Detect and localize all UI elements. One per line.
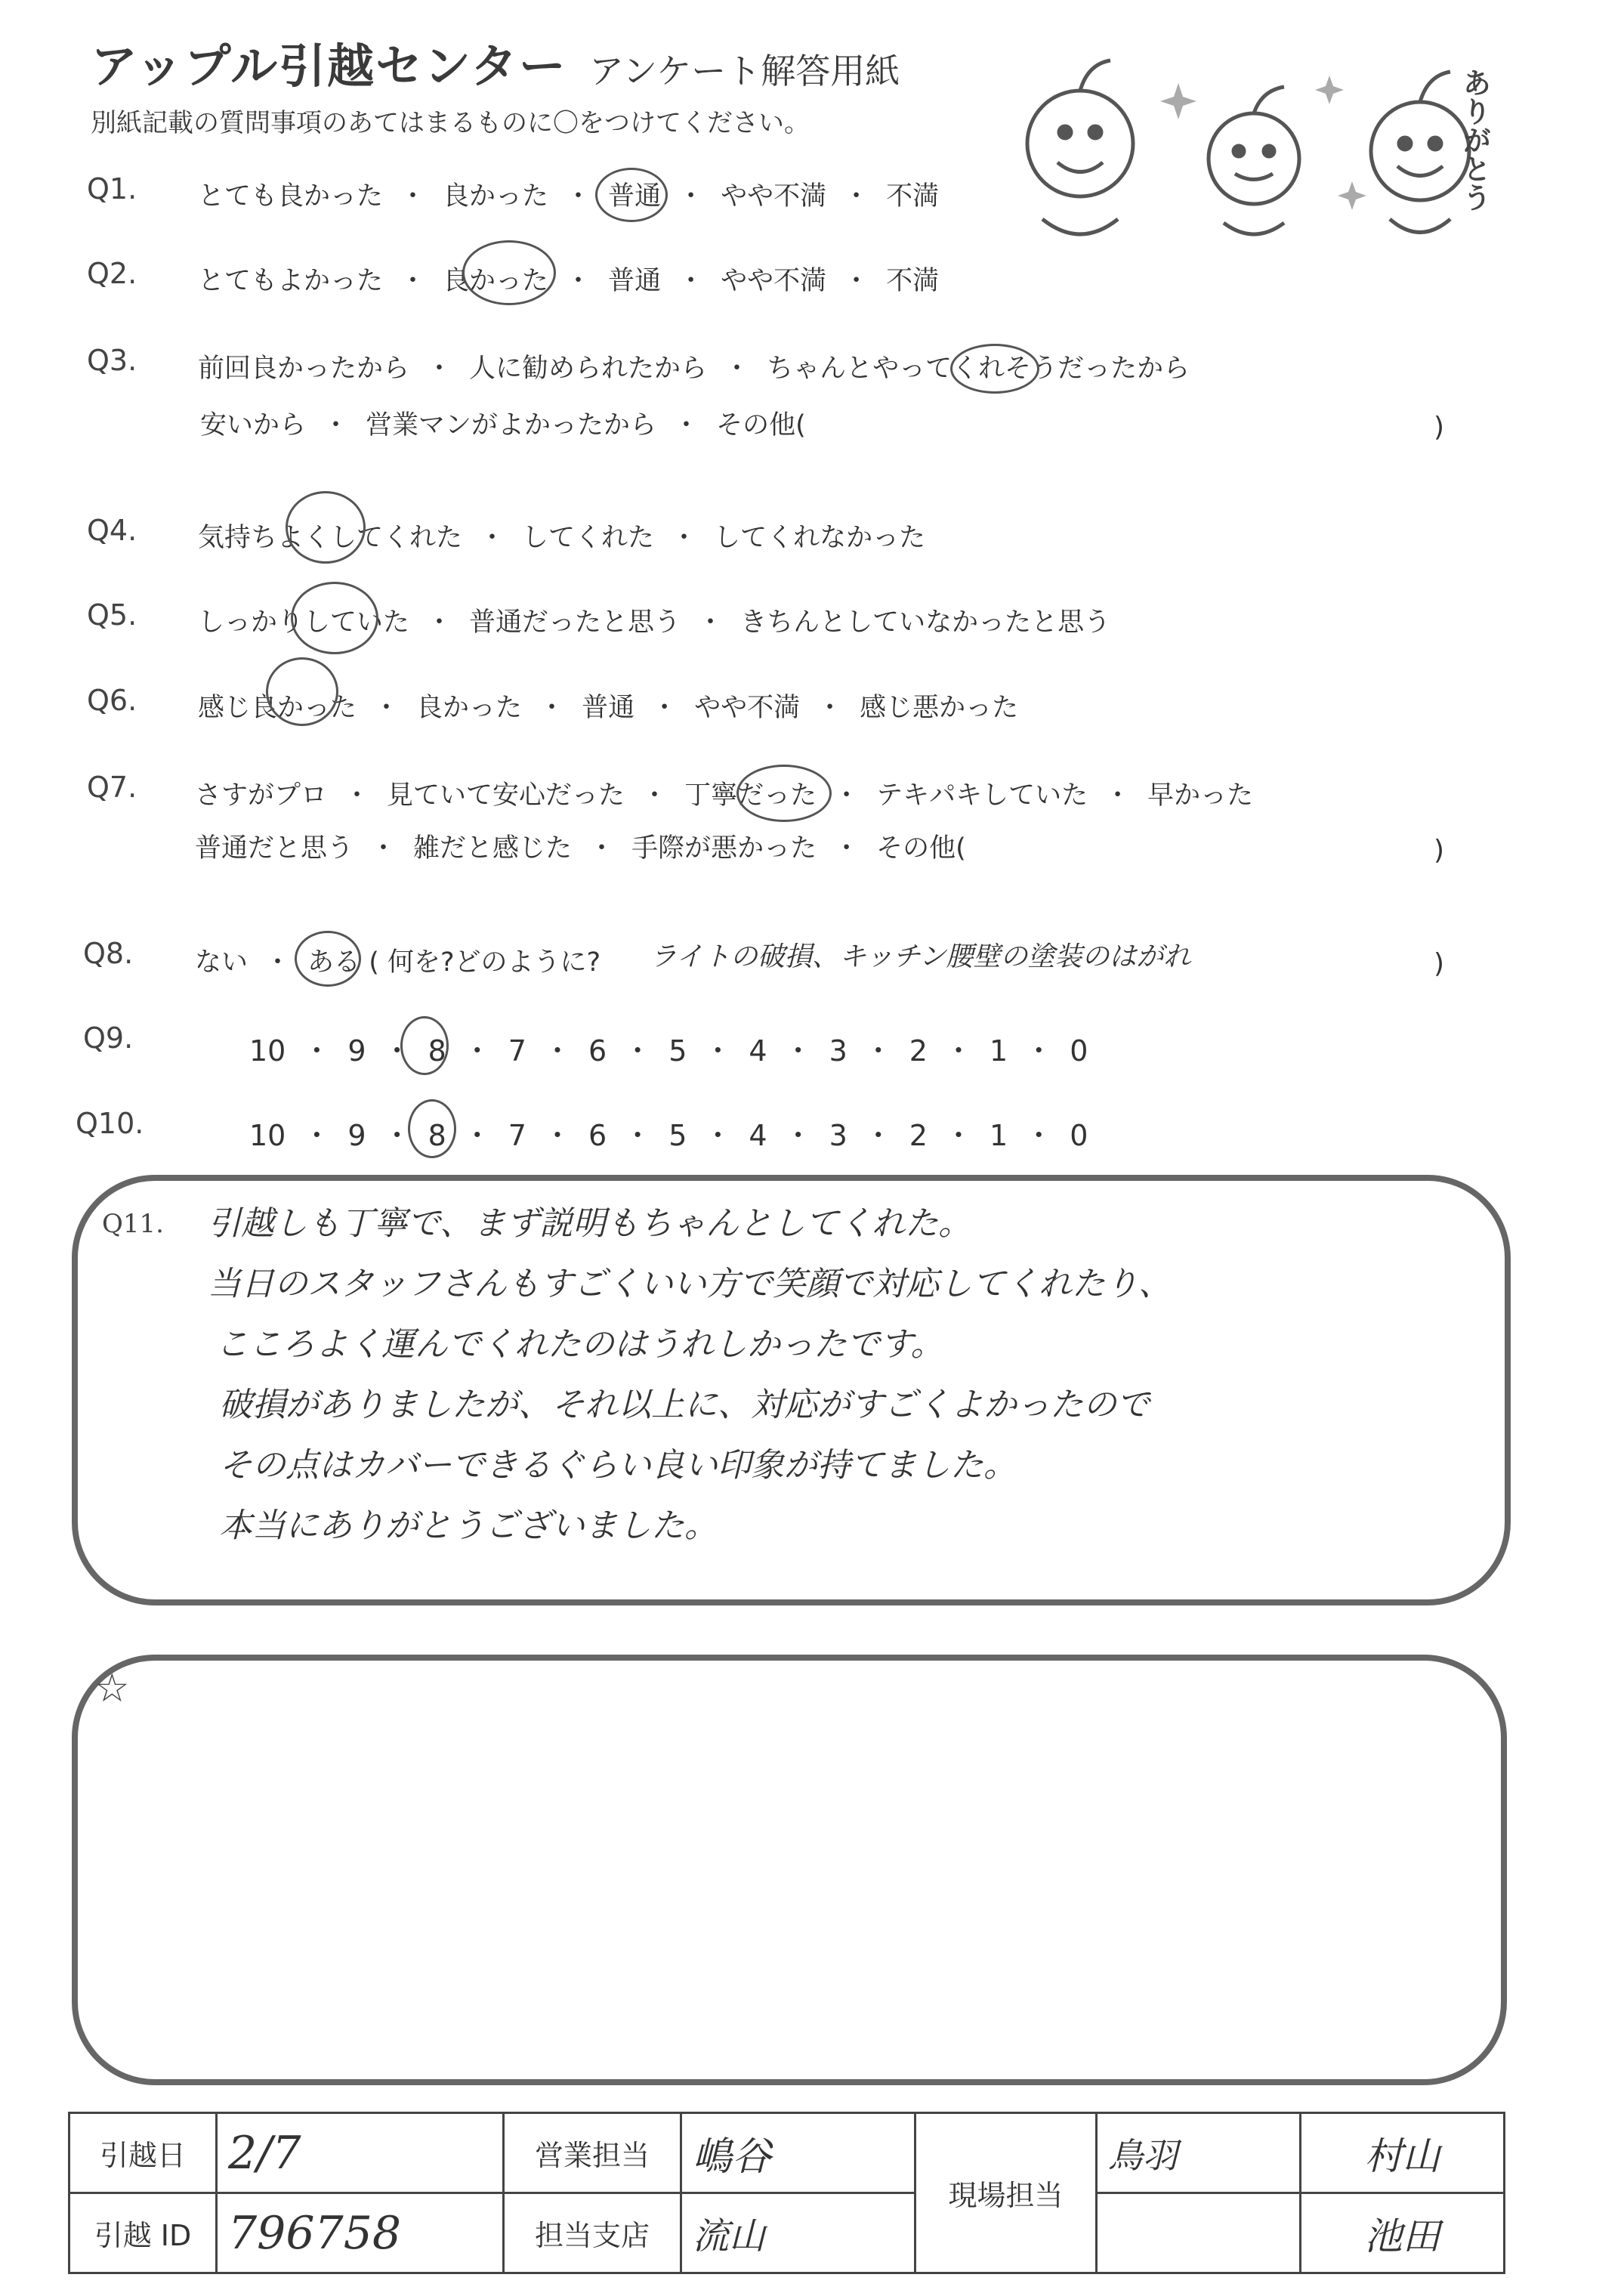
q6-option[interactable]: やや不満 [694,693,801,723]
q10-selected-circle [408,1099,456,1158]
q10-label: Q10. [76,1107,144,1140]
q3-label: Q3. [87,344,137,377]
q4-options: 気持ちよくしてくれた ・ してくれた ・ してくれなかった [198,523,926,553]
q7-option[interactable]: テキパキしていた [876,780,1088,811]
q8-selected-circle [295,931,361,987]
q10-score[interactable]: 5 [668,1119,687,1152]
q9-score[interactable]: 7 [508,1034,526,1068]
q5-option[interactable]: きちんとしていなかったと思う [740,607,1111,638]
q3-options-line1: 前回良かったから ・ 人に勧められたから ・ ちゃんとやってくれそうだったから [198,354,1190,384]
q8-option[interactable]: ない [195,947,249,978]
q1-selected-circle [595,168,668,222]
q11-label: Q11. [102,1209,164,1239]
q9-score[interactable]: 8 [428,1034,446,1068]
q7-selected-circle [736,765,832,822]
q8-handwritten-answer: ライトの破損、キッチン腰壁の塗装のはがれ [650,941,1191,972]
q1-label: Q1. [87,172,137,206]
q3-option[interactable]: その他( [716,410,806,440]
q8-prompt: ( 何を?どのように? [369,947,601,978]
q2-label: Q2. [87,257,137,290]
instructions: 別紙記載の質問事項のあてはまるものに〇をつけてください。 [91,108,810,138]
q10-scale: 10 ・ 9 ・ 8 ・ 7 ・ 6 ・ 5 ・ 4 ・ 3 ・ 2 ・ 1 ・ 0 [249,1119,1088,1152]
q8-close-paren: ) [1434,948,1445,979]
q11-line: 破損がありましたが、それ以上に、対応がすごくよかったので [219,1386,1150,1424]
form-title: アンケート解答用紙 [589,51,900,91]
q7-options-line1: さすがプロ ・ 見ていて安心だった ・ 丁寧だった ・ テキパキしていた ・ 早かった [195,780,1254,811]
q10-score[interactable]: 3 [829,1119,848,1152]
q9-score[interactable]: 5 [668,1034,687,1068]
q3-selected-circle [950,344,1039,394]
site-staff-label: 現場担当 [915,2113,1097,2273]
star-icon: ☆ [94,1666,130,1711]
q5-selected-circle [291,582,378,654]
footer-info-table [68,2112,1505,2274]
q7-option[interactable]: 丁寧だった [684,780,817,811]
q6-option[interactable]: 良かった [416,693,523,723]
q7-option[interactable]: 雑だと感じた [413,833,573,864]
move-id-label: 引越 ID [69,2193,217,2273]
q2-selected-circle [462,240,556,305]
site-staff-value[interactable]: 池田 [1301,2193,1505,2273]
q5-option[interactable]: 普通だったと思う [469,607,681,638]
q11-line: その点はカバーできるぐらい良い印象が持てました。 [219,1446,1017,1485]
q9-selected-circle [400,1016,449,1075]
q7-option[interactable]: 早かった [1147,780,1254,811]
move-id-value[interactable]: 796758 [217,2193,504,2273]
q3-option[interactable]: 人に勧められたから [469,354,708,384]
q11-line: 当日のスタッフさんもすごくいい方で笑顔で対応してくれたり、 [208,1265,1172,1303]
q3-option[interactable]: ちゃんとやってくれそうだったから [767,354,1190,384]
q7-option[interactable]: 普通だと思う [195,833,354,864]
site-staff-value[interactable]: 村山 [1301,2113,1505,2193]
q1-option[interactable]: 不満 [886,181,940,212]
q3-options-line2: 安いから ・ 営業マンがよかったから ・ その他( [200,410,806,440]
q7-option[interactable]: さすがプロ [195,780,328,811]
q9-score[interactable]: 4 [749,1034,767,1068]
q2-option[interactable]: 不満 [886,266,940,296]
q9-score[interactable]: 1 [990,1034,1008,1068]
q7-close-paren: ) [1434,835,1445,866]
q9-scale: 10 ・ 9 ・ 8 ・ 7 ・ 6 ・ 5 ・ 4 ・ 3 ・ 2 ・ 1 ・ 0 [249,1034,1088,1068]
q3-option[interactable]: 安いから [200,410,307,440]
q6-label: Q6. [87,684,137,717]
site-staff-value[interactable]: 鳥羽 [1097,2113,1301,2193]
q2-option[interactable]: 普通 [608,266,662,296]
q2-option[interactable]: 良かった [443,266,549,296]
mascot-thanks-text: ありがとう [1458,68,1492,212]
q2-option[interactable]: やや不満 [721,266,827,296]
q9-label: Q9. [83,1021,134,1055]
q4-selected-circle [286,491,366,564]
q10-score[interactable]: 4 [749,1119,767,1152]
sales-label: 営業担当 [504,2113,681,2193]
q4-option[interactable]: してくれなかった [714,523,926,553]
star-comment-box[interactable] [72,1655,1507,2085]
q7-options-line2: 普通だと思う ・ 雑だと感じた ・ 手際が悪かった ・ その他( [195,833,966,864]
q6-selected-circle [266,657,338,726]
q11-line: こころよく運んでくれたのはうれしかったです。 [215,1325,944,1364]
q9-score[interactable]: 3 [829,1034,848,1068]
q4-option[interactable]: してくれた [522,523,655,553]
q8-option[interactable]: ある [307,947,361,978]
q4-option[interactable]: 気持ちよくしてくれた [198,523,463,553]
branch-value[interactable]: 流山 [681,2193,915,2273]
q10-score[interactable]: 6 [588,1119,607,1152]
q9-score[interactable]: 6 [588,1034,607,1068]
q2-options: とてもよかった ・ 良かった ・ 普通 ・ やや不満 ・ 不満 [198,266,940,296]
q11-line: 引越しも丁寧で、まず説明もちゃんとしてくれた。 [208,1204,972,1243]
company-name: アップル引越センター [91,39,567,94]
q1-options: とても良かった ・ 良かった ・ 普通 ・ やや不満 ・ 不満 [198,181,940,212]
q5-option[interactable]: しっかりしていた [198,607,410,638]
sales-value[interactable]: 嶋谷 [681,2113,915,2193]
q4-label: Q4. [87,514,137,547]
q8-options: ない ・ ある ( 何を?どのように? [195,947,601,978]
q6-option[interactable]: 普通 [582,693,635,723]
q5-options: しっかりしていた ・ 普通だったと思う ・ きちんとしていなかったと思う [198,607,1111,638]
q6-options: 感じ良かった ・ 良かった ・ 普通 ・ やや不満 ・ 感じ悪かった [198,693,1019,723]
q1-option[interactable]: 普通 [608,181,662,212]
q3-close-paren: ) [1434,412,1445,443]
q10-score[interactable]: 10 [249,1119,286,1152]
q7-option[interactable]: 見ていて安心だった [387,780,625,811]
q8-label: Q8. [83,937,134,970]
q1-option[interactable]: 良かった [443,181,549,212]
q3-option[interactable]: 前回良かったから [198,354,410,384]
q9-score[interactable]: 0 [1070,1034,1088,1068]
site-staff-empty-cell[interactable] [1097,2193,1301,2273]
move-date-label: 引越日 [69,2113,217,2193]
move-date-value[interactable]: 2/7 [217,2113,504,2193]
q11-line: 本当にありがとうございました。 [219,1507,718,1545]
q5-label: Q5. [87,598,137,632]
q10-score[interactable]: 9 [347,1119,366,1152]
q6-option[interactable]: 感じ悪かった [860,693,1019,723]
q3-option[interactable]: 営業マンがよかったから [366,410,657,440]
q9-score[interactable]: 10 [249,1034,286,1068]
q7-option[interactable]: 手際が悪かった [631,833,817,864]
q1-option[interactable]: とても良かった [198,181,384,212]
q7-label: Q7. [87,771,137,804]
q6-option[interactable]: 感じ良かった [198,693,357,723]
q10-score[interactable]: 8 [428,1119,446,1152]
q2-option[interactable]: とてもよかった [198,266,384,296]
q10-score[interactable]: 1 [990,1119,1008,1152]
q1-option[interactable]: やや不満 [721,181,827,212]
q9-score[interactable]: 2 [909,1034,928,1068]
q10-score[interactable]: 0 [1070,1119,1088,1152]
q10-score[interactable]: 7 [508,1119,526,1152]
branch-label: 担当支店 [504,2193,681,2273]
q10-score[interactable]: 2 [909,1119,928,1152]
mascot-illustration [997,30,1526,242]
q7-option[interactable]: その他( [876,833,966,864]
q9-score[interactable]: 9 [347,1034,366,1068]
